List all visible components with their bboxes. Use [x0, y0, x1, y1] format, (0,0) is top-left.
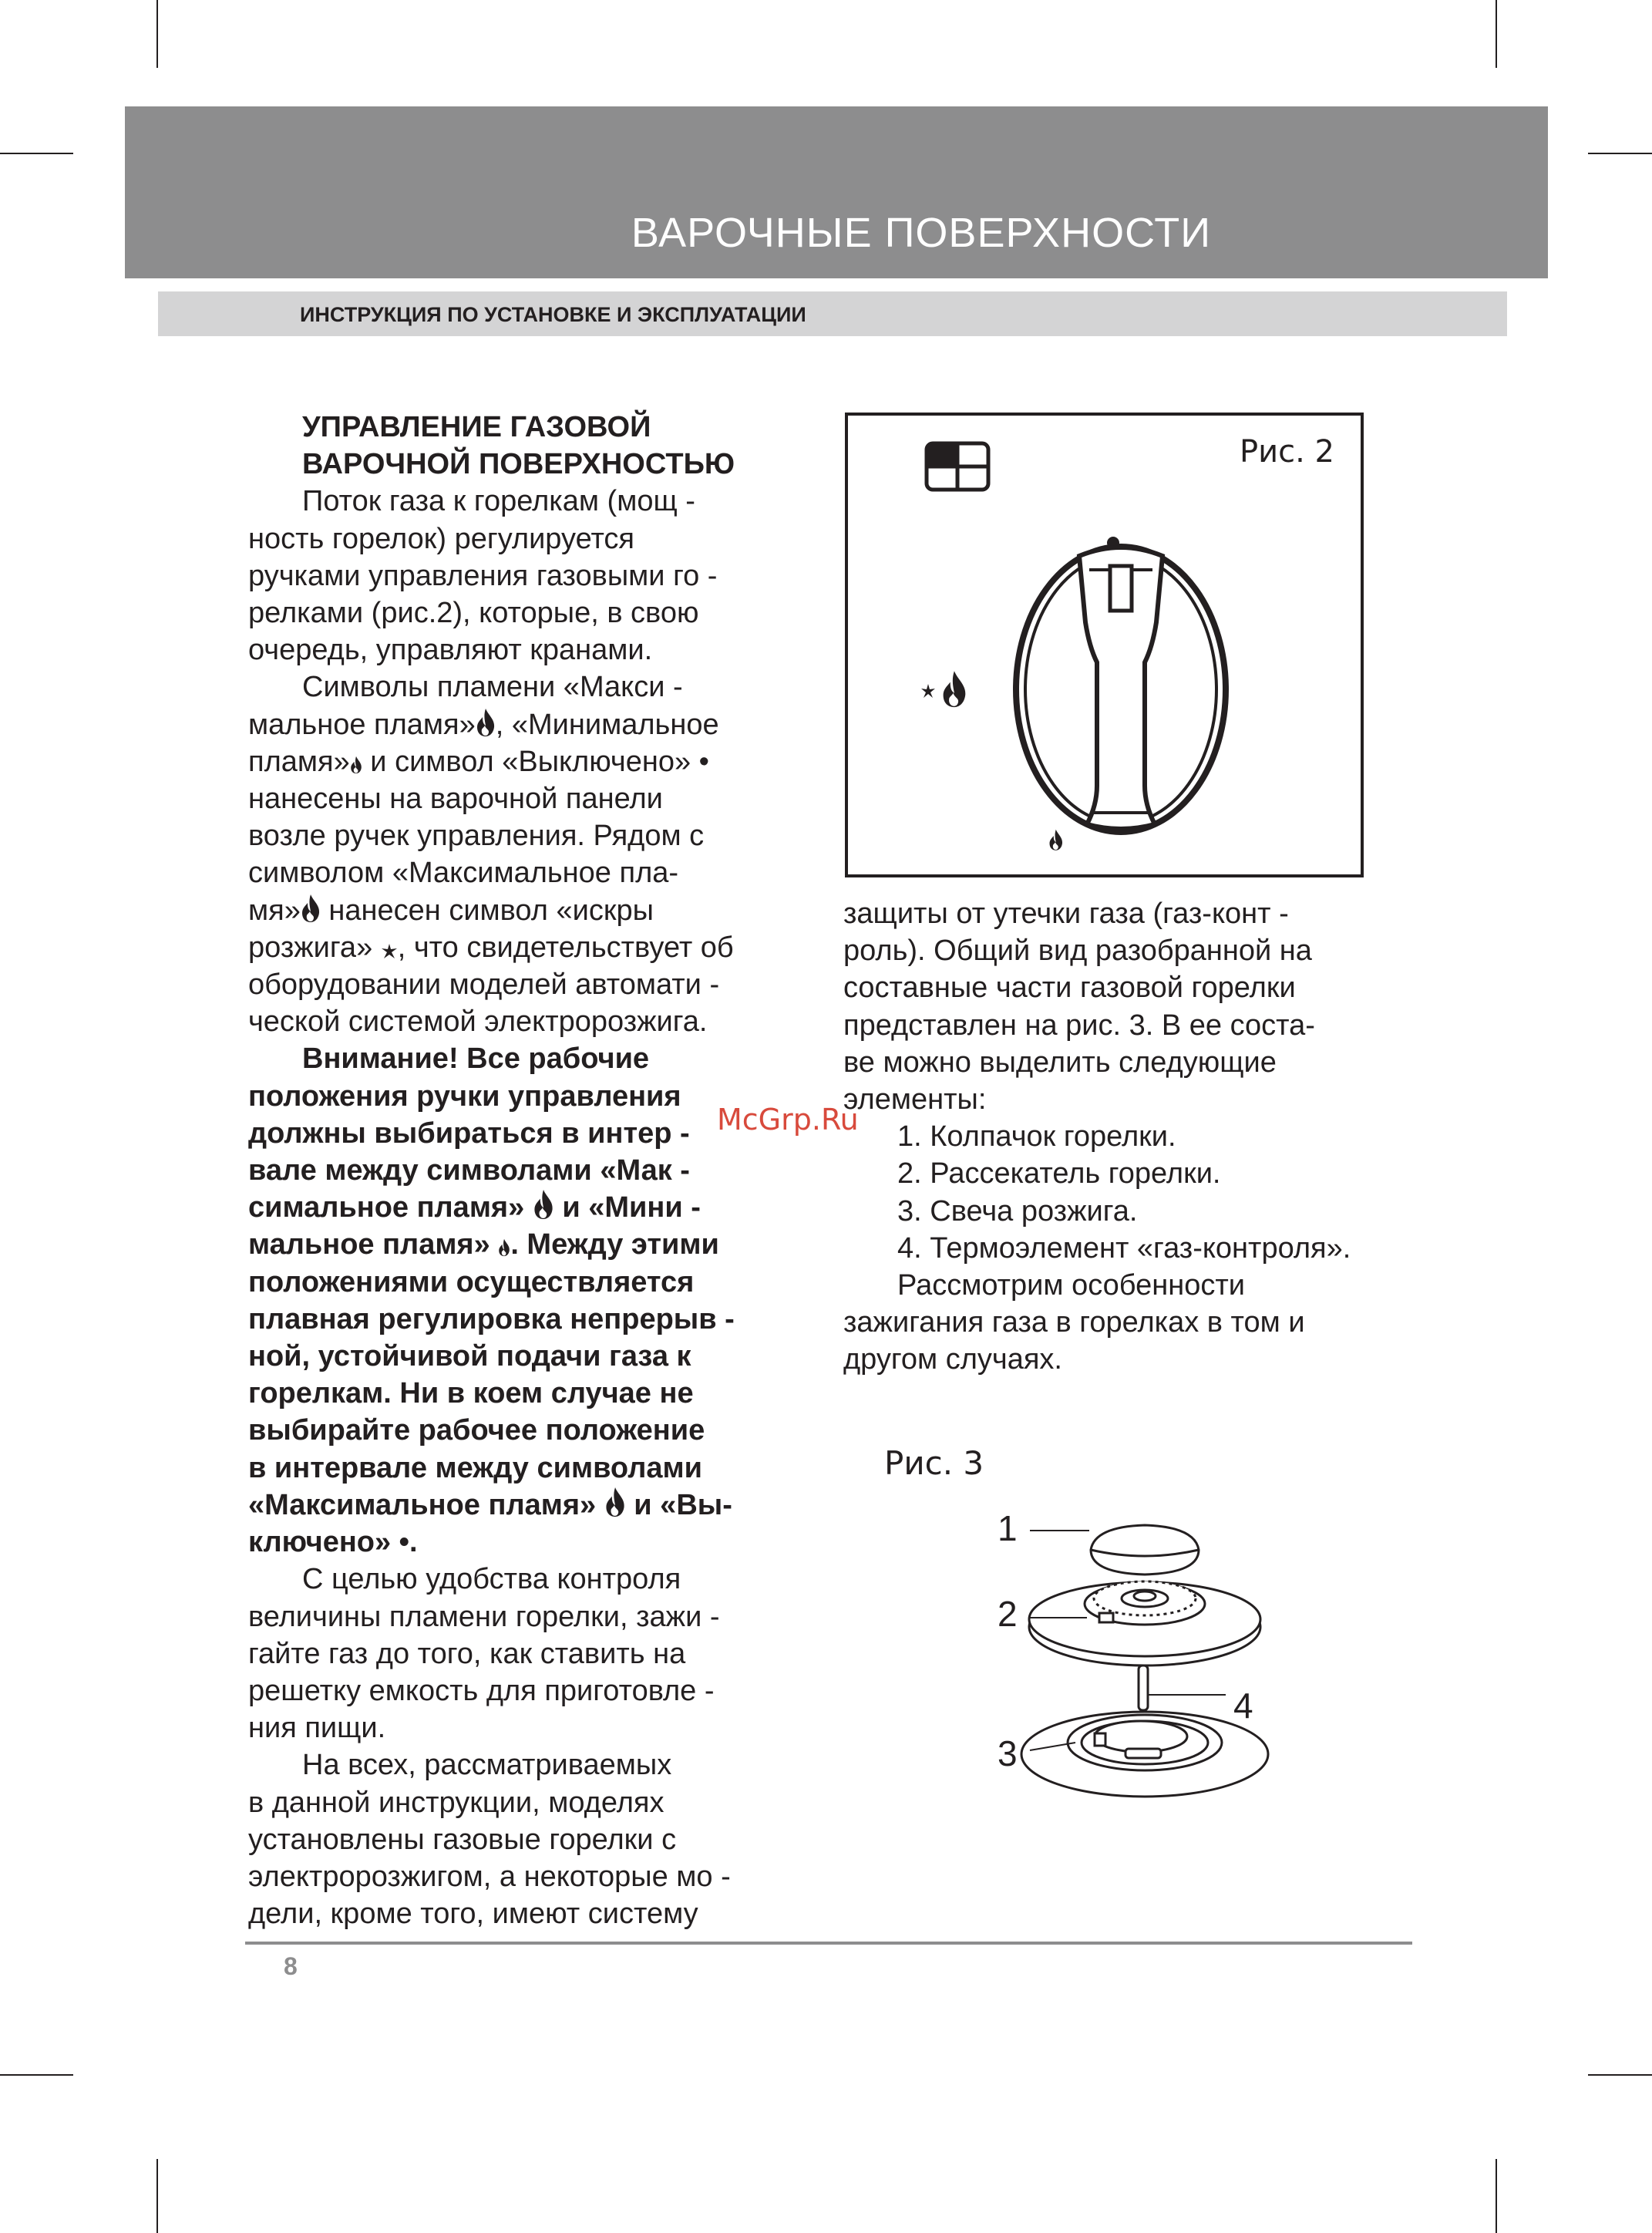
min-flame-icon [1050, 830, 1063, 850]
paragraph-models: На всех, рассматриваемых в данной инструкции, моделях установлены газовые горелки с электророзжигом, а некоторые мо - дели, кроме того, имеют систему [248, 1749, 731, 1931]
footer-rule [245, 1942, 1412, 1945]
paragraph-ignition: Рассмотрим особенности зажигания газа в горелках в том и другом случаях. [843, 1269, 1305, 1376]
callout-2: 2 [998, 1594, 1018, 1634]
callout-1: 1 [998, 1508, 1018, 1548]
paragraph-control: С целью удобства контроля величины пламени горелки, зажи - гайте газ до того, как ставить на решетку емкость для приготовле - ния пищи. [248, 1563, 720, 1745]
max-flame-icon [604, 1487, 626, 1517]
list-item: 3. Свеча розжига. [897, 1194, 1138, 1228]
burner-cap [1091, 1525, 1199, 1575]
header-band [125, 106, 1548, 278]
page-number: 8 [284, 1952, 298, 1980]
max-flame-icon [476, 708, 496, 737]
min-flame-icon [498, 1238, 510, 1257]
crop-mark [1496, 0, 1497, 68]
paragraph-symbols: Символы пламени «Макси - мальное пламя» , «Минимальное пламя» и символ «Выключено» • нанесены на варочной панели возле ручек управления. Рядом с символом «Максимальное пла- мя» нанесен символ «искры розжига» , что свидетельствует об оборудовании моделей автомати - ческой системой электророзжига. [248, 671, 734, 1039]
crop-mark [1588, 2074, 1652, 2076]
spark-icon [381, 943, 398, 960]
paragraph-intro: Поток газа к горелкам (мощ - ность горелок) регулируется ручками управления газовыми го - релками (рис.2), которые, в свою очередь, управляют кранами. [248, 485, 718, 667]
ignition-plug [1139, 1665, 1148, 1710]
watermark: McGrp.Ru [717, 1103, 859, 1137]
list-item: 2. Рассекатель горелки. [897, 1157, 1221, 1191]
parts-list [843, 1118, 1383, 1267]
spark-icon [921, 684, 935, 698]
min-flame-icon [350, 756, 362, 774]
section-heading: УПРАВЛЕНИЕ ГАЗОВОЙ ВАРОЧНОЙ ПОВЕРХНОСТЬЮ [302, 411, 735, 481]
knob-diagram [848, 416, 1361, 874]
crop-mark [0, 2074, 73, 2076]
crop-mark [156, 0, 158, 68]
figure-2-label: Рис. 2 [1240, 434, 1334, 470]
max-flame-icon [944, 671, 966, 707]
subheader-title: ИНСТРУКЦИЯ ПО УСТАНОВКЕ И ЭКСПЛУАТАЦИИ [300, 303, 806, 326]
burner-position-icon [927, 443, 988, 490]
burner-spreader [1029, 1581, 1260, 1665]
left-column [248, 409, 772, 1932]
figure-3-label: Рис. 3 [884, 1444, 984, 1482]
figure-2-knob [845, 413, 1364, 877]
crop-mark [1496, 2159, 1497, 2233]
list-item: 1. Колпачок горелки. [897, 1120, 1176, 1154]
list-item: 4. Термоэлемент «газ-контроля». [897, 1231, 1351, 1265]
warning-paragraph: Внимание! Все рабочие положения ручки управления должны выбираться в интер - вале между символами «Мак - симальное пламя» и «Мини - мальное пламя» . Между этими положениями осуществляется плавная регулировка непрерыв - ной, устойчивой подачи газа к горелкам. Ни в коем случае не выбирайте рабочее положение в интервале между символами «Максимальное пламя» и «Вы- ключено» •. [248, 1042, 735, 1559]
burner-base [1021, 1712, 1268, 1797]
burner-exploded-diagram [1002, 1488, 1434, 1812]
crop-mark [1588, 153, 1652, 154]
max-flame-icon [533, 1189, 554, 1220]
subheader-band [158, 291, 1507, 336]
paragraph-burner-parts: защиты от утечки газа (газ-конт - роль). Общий вид разобранной на составные части газовой горелки представлен на рис. 3. В ее соста- ве можно выделить следующие элементы: [843, 898, 1315, 1116]
right-column [843, 895, 1383, 1379]
page-title: ВАРОЧНЫЕ ПОВЕРХНОСТИ [631, 210, 1212, 256]
crop-mark [156, 2159, 158, 2233]
crop-mark [0, 153, 73, 154]
callout-4: 4 [1233, 1686, 1253, 1726]
max-flame-icon [301, 894, 321, 923]
callout-3: 3 [998, 1733, 1018, 1773]
